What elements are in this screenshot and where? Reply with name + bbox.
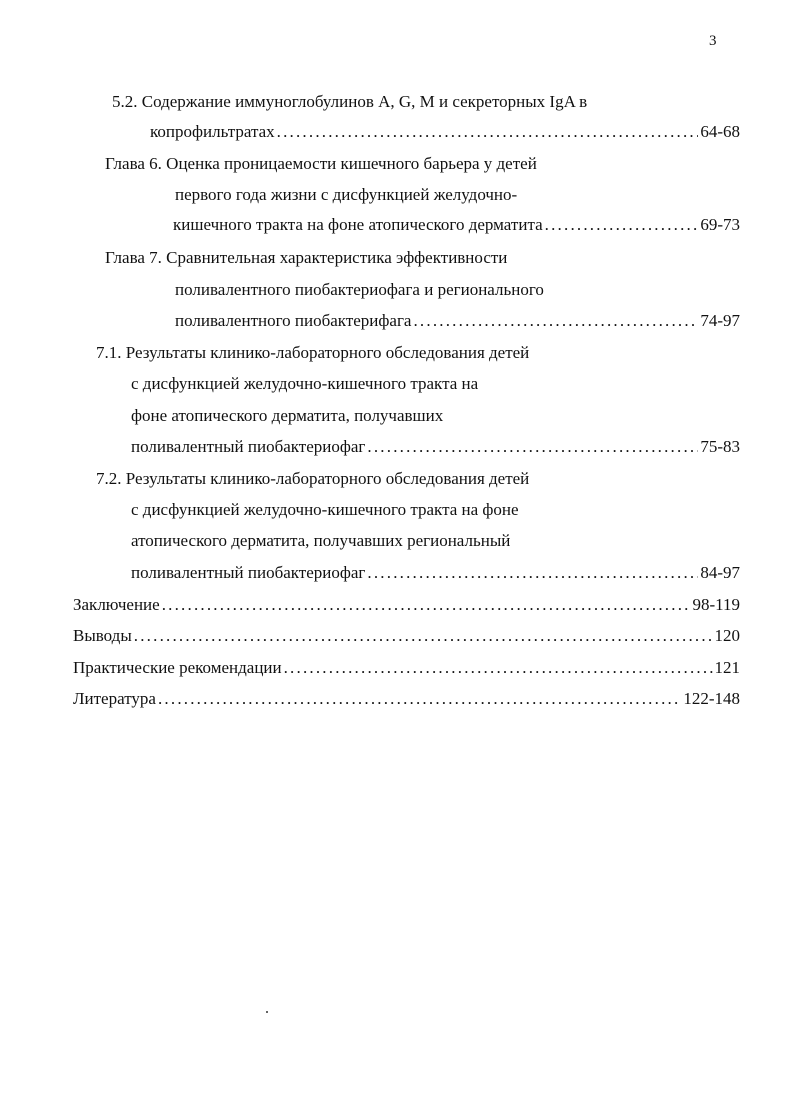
toc-ch6-entry: [173, 214, 740, 236]
toc-recommendations-pages: 121: [714, 658, 740, 677]
toc-5-2-line-1: 5.2. Содержание иммуноглобулинов А, G, М и секреторных IgA в: [112, 92, 588, 111]
toc-7-2-title: поливалентный пиобактериофаг: [131, 563, 366, 582]
toc-conclusion-title: Заключение: [73, 595, 160, 614]
toc-recommendations-title: Практические рекомендации: [73, 658, 282, 677]
toc-7-2-line-1: 7.2. Результаты клинико-лабораторного обследования детей: [96, 469, 530, 488]
dot-leader: [367, 562, 698, 584]
page-number: 3: [709, 33, 717, 49]
toc-7-2-line-2: с дисфункцией желудочно-кишечного тракта на фоне: [131, 500, 519, 519]
toc-findings-pages: 120: [714, 626, 740, 645]
toc-7-1-line-2: с дисфункцией желудочно-кишечного тракта на: [131, 374, 479, 393]
toc-ch7-pages: 74-97: [700, 311, 740, 330]
toc-7-1-line-1: 7.1. Результаты клинико-лабораторного обследования детей: [96, 343, 530, 362]
toc-7-1-entry: [131, 436, 740, 458]
dot-leader: [545, 214, 699, 236]
toc-7-2-line-3: атопического дерматита, получавших региональный: [131, 531, 511, 550]
toc-ch6-pages: 69-73: [700, 215, 740, 234]
toc-7-2-pages: 84-97: [700, 563, 740, 582]
toc-ch6-title: кишечного тракта на фоне атопического дерматита: [173, 215, 543, 234]
toc-literature-title: Литература: [73, 689, 156, 708]
toc-literature-pages: 122-148: [683, 689, 740, 708]
toc-findings-entry: [73, 625, 740, 647]
scan-speck: [266, 1011, 268, 1013]
dot-leader: [413, 310, 698, 332]
toc-literature-entry: [73, 688, 740, 710]
toc-ch6-line-2: первого года жизни с дисфункцией желудочно-: [175, 185, 518, 204]
toc-conclusion-pages: 98-119: [692, 595, 740, 614]
toc-ch7-line-2: поливалентного пиобактериофага и регионального: [175, 280, 544, 299]
toc-ch7-line-1: Глава 7. Сравнительная характеристика эффективности: [105, 248, 508, 267]
toc-7-2-entry: [131, 562, 740, 584]
dot-leader: [367, 436, 698, 458]
toc-7-1-pages: 75-83: [700, 437, 740, 456]
dot-leader: [284, 657, 713, 679]
toc-ch7-title: поливалентного пиобактерифага: [175, 311, 412, 330]
toc-5-2-pages: 64-68: [700, 122, 740, 141]
toc-conclusion-entry: [73, 594, 740, 616]
toc-7-1-title: поливалентный пиобактериофаг: [131, 437, 366, 456]
toc-5-2-entry: [150, 121, 740, 143]
dot-leader: [134, 625, 713, 647]
dot-leader: [277, 121, 699, 143]
toc-7-1-line-3: фоне атопического дерматита, получавших: [131, 406, 444, 425]
toc-findings-title: Выводы: [73, 626, 132, 645]
toc-ch6-line-1: Глава 6. Оценка проницаемости кишечного барьера у детей: [105, 154, 537, 173]
toc-recommendations-entry: [73, 657, 740, 679]
dot-leader: [162, 594, 691, 616]
toc-5-2-title: копрофильтратах: [150, 122, 275, 141]
dot-leader: [158, 688, 681, 710]
toc-ch7-entry: [175, 310, 740, 332]
